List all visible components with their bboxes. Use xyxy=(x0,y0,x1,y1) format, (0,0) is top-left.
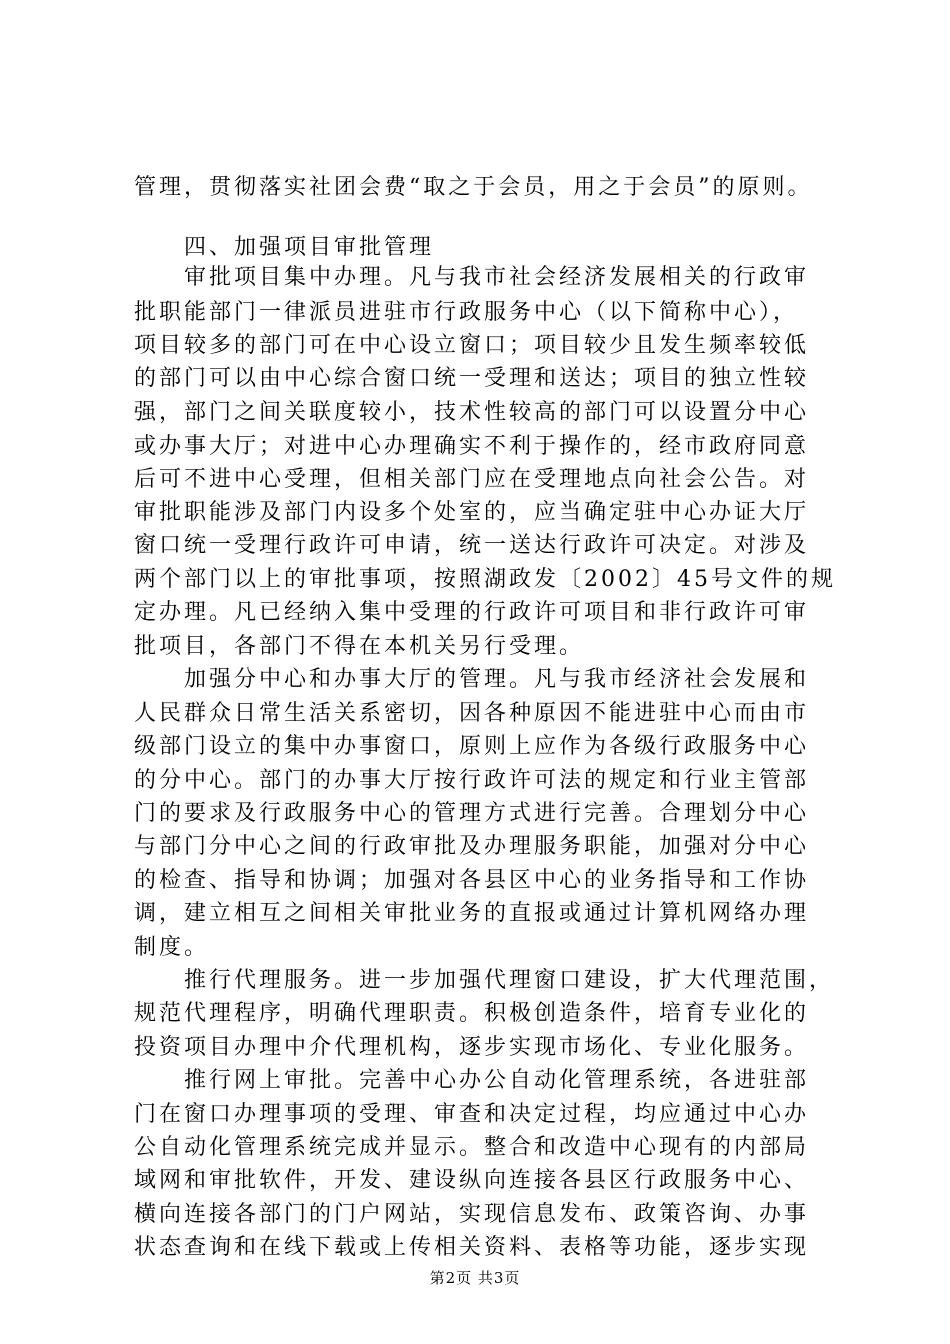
paragraph-line: 项目较多的部门可在中心设立窗口；项目较少且发生频率较低 xyxy=(134,333,810,358)
paragraph-line: 制度。 xyxy=(134,935,210,960)
paragraph-line: 批职能部门一律派员进驻市行政服务中心（以下简称中心）， xyxy=(134,300,799,325)
paragraph-line: 推行网上审批。完善中心办公自动化管理系统，各进驻部 xyxy=(184,1068,810,1093)
section-heading: 四、加强项目审批管理 xyxy=(184,235,435,260)
paragraph-line: 公自动化管理系统完成并显示。整合和改造中心现有的内部局 xyxy=(134,1135,810,1160)
paragraph-line: 批项目，各部门不得在本机关另行受理。 xyxy=(134,634,585,659)
paragraph-line: 人民群众日常生活关系密切，因各种原因不能进驻中心而由市 xyxy=(134,701,810,726)
paragraph-line: 级部门设立的集中办事窗口，原则上应作为各级行政服务中心 xyxy=(134,734,810,759)
paragraph-line: 窗口统一受理行政许可申请，统一送达行政许可决定。对涉及 xyxy=(134,533,810,558)
paragraph-line: 规范代理程序，明确代理职责。积极创造条件，培育专业化的 xyxy=(134,1001,810,1026)
paragraph-line: 门的要求及行政服务中心的管理方式进行完善。合理划分中心 xyxy=(134,801,810,826)
paragraph-line: 两个部门以上的审批事项，按照湖政发〔2002〕45号文件的规 xyxy=(134,567,836,592)
page-footer: 第2页 共3页 xyxy=(429,1269,521,1287)
paragraph-line: 状态查询和在线下载或上传相关资料、表格等功能，逐步实现 xyxy=(134,1235,810,1260)
paragraph-line: 横向连接各部门的门户网站，实现信息发布、政策咨询、办事 xyxy=(134,1202,810,1227)
paragraph-line: 审批项目集中办理。凡与我市社会经济发展相关的行政审 xyxy=(184,265,810,290)
paragraph-line: 调，建立相互之间相关审批业务的直报或通过计算机网络办理 xyxy=(134,901,810,926)
paragraph-line: 投资项目办理中介代理机构，逐步实现市场化、专业化服务。 xyxy=(134,1035,810,1060)
paragraph-line: 的分中心。部门的办事大厅按行政许可法的规定和行业主管部 xyxy=(134,768,810,793)
paragraph-line: 门在窗口办理事项的受理、审查和决定过程，均应通过中心办 xyxy=(134,1102,810,1127)
paragraph-line: 的检查、指导和协调；加强对各县区中心的业务指导和工作协 xyxy=(134,868,810,893)
paragraph-line: 域网和审批软件，开发、建设纵向连接各县区行政服务中心、 xyxy=(134,1168,810,1193)
paragraph-line: 与部门分中心之间的行政审批及办理服务职能，加强对分中心 xyxy=(134,834,810,859)
paragraph-line: 推行代理服务。进一步加强代理窗口建设，扩大代理范围， xyxy=(184,968,835,993)
paragraph-line: 强，部门之间关联度较小，技术性较高的部门可以设置分中心 xyxy=(134,400,810,425)
paragraph-line: 审批职能涉及部门内设多个处室的，应当确定驻中心办证大厅 xyxy=(134,500,810,525)
paragraph-line: 后可不进中心受理，但相关部门应在受理地点向社会公告。对 xyxy=(134,467,810,492)
top-line: 管理，贯彻落实社团会费“取之于会员，用之于会员”的原则。 xyxy=(134,175,813,200)
paragraph-line: 的部门可以由中心综合窗口统一受理和送达；项目的独立性较 xyxy=(134,366,810,391)
paragraph-line: 定办理。凡已经纳入集中受理的行政许可项目和非行政许可审 xyxy=(134,600,810,625)
paragraph-line: 加强分中心和办事大厅的管理。凡与我市经济社会发展和 xyxy=(184,667,810,692)
paragraph-line: 或办事大厅；对进中心办理确实不利于操作的，经市政府同意 xyxy=(134,434,810,459)
